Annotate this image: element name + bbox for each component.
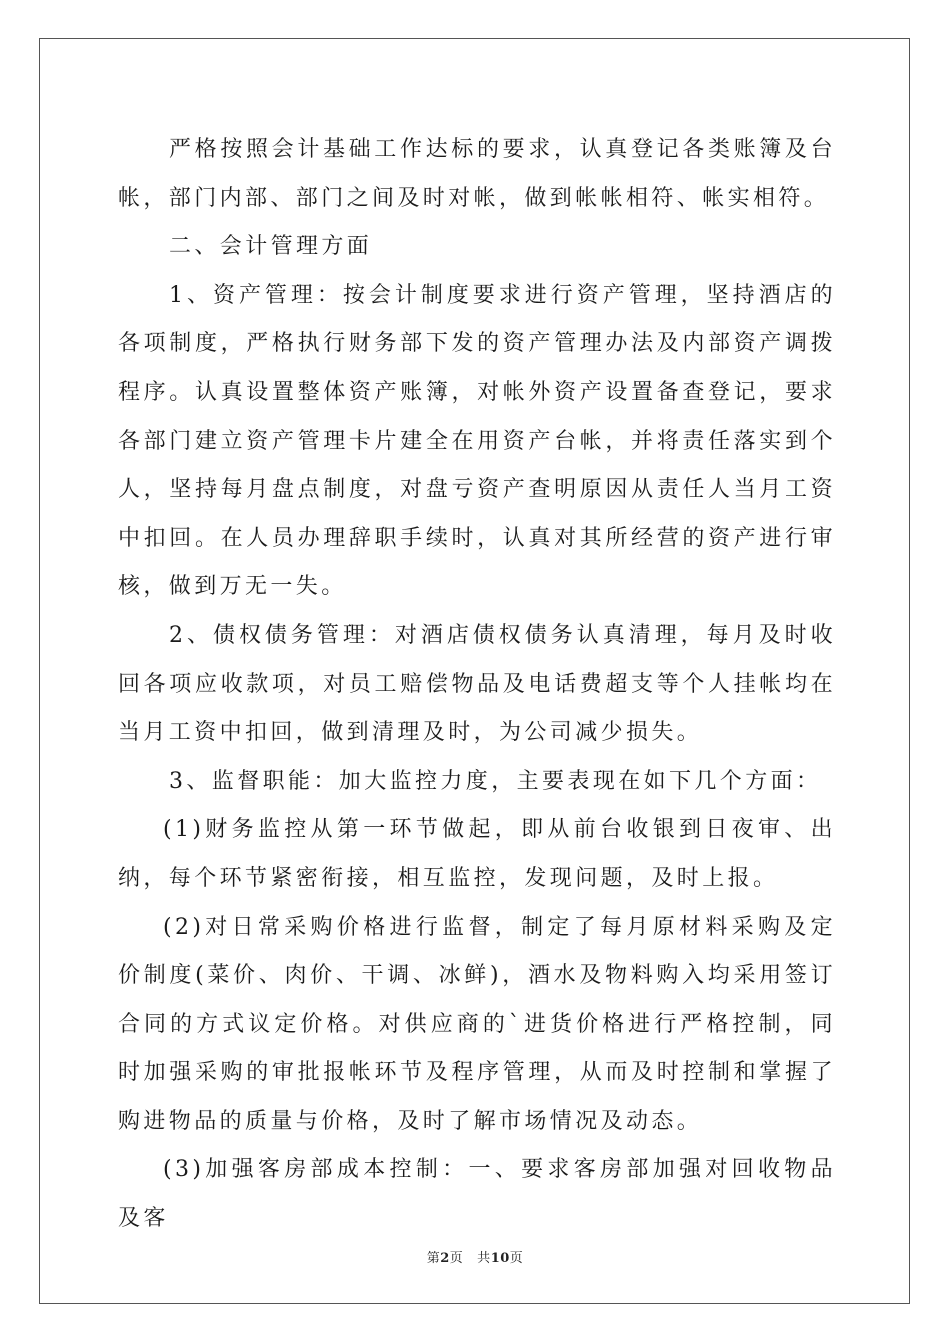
paragraph-1: 严格按照会计基础工作达标的要求，认真登记各类账簿及台帐，部门内部、部门之间及时对帐，做到帐帐相符、帐实相符。 xyxy=(118,137,836,211)
paragraph-supervision: 3、监督职能：加大监控力度，主要表现在如下几个方面： xyxy=(169,768,822,794)
paragraph-asset-management: 1、资产管理：按会计制度要求进行资产管理，坚持酒店的各项制度，严格执行财务部下发的资产管理办法及内部资产调拨程序。认真设置整体资产账簿，对帐外资产设置备查登记，要求各部门建立资产管理卡片建全在用资产台帐，并将责任落实到个人，坚持每月盘点制度，对盘亏资产查明原因从责任人当月工资中扣回。在人员办理辞职手续时，认真对其所经营的资产进行审核，做到万无一失。 xyxy=(118,282,836,600)
footer-total-prefix: 共 xyxy=(477,1251,491,1266)
footer-total-suffix: 页 xyxy=(509,1251,524,1266)
section-heading: 二、会计管理方面 xyxy=(169,234,373,260)
document-body xyxy=(118,126,836,1244)
footer-prefix: 第 xyxy=(426,1251,441,1266)
paragraph-item-3: (3)加强客房部成本控制：一、要求客房部加强对回收物品及客 xyxy=(118,1157,836,1232)
page-footer xyxy=(0,1247,950,1266)
footer-page-number: 2 xyxy=(440,1251,450,1266)
paragraph-debt-management: 2、债权债务管理：对酒店债权债务认真清理，每月及时收回各项应收款项，对员工赔偿物品及电话费超支等个人挂帐均在当月工资中扣回，做到清理及时，为公司减少损失。 xyxy=(118,622,836,746)
footer-total-pages: 10 xyxy=(490,1251,510,1266)
footer-page-suffix: 页 xyxy=(449,1251,464,1266)
paragraph-item-2: (2)对日常采购价格进行监督，制定了每月原材料采购及定价制度(菜价、肉价、干调、冰鲜)，酒水及物料购入均采用签订合同的方式议定价格。对供应商的`进货价格进行严格控制，同时加强采购的审批报帐环节及程序管理，从而及时控制和掌握了购进物品的质量与价格，及时了解市场情况及动态。 xyxy=(118,914,836,1134)
paragraph-item-1: (1)财务监控从第一环节做起，即从前台收银到日夜审、出纳，每个环节紧密衔接，相互监控，发现问题，及时上报。 xyxy=(118,817,836,891)
